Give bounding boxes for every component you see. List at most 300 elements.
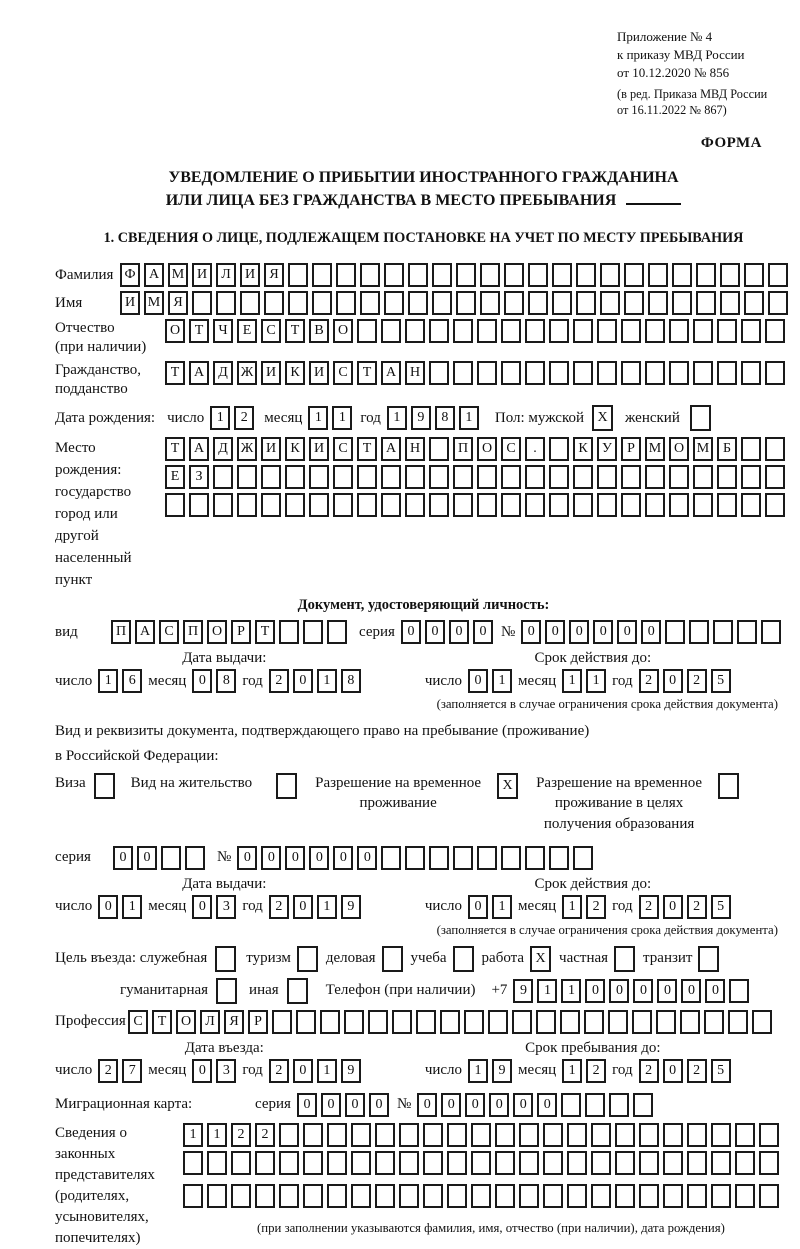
char-cell[interactable] bbox=[336, 291, 356, 315]
char-cell[interactable] bbox=[648, 291, 668, 315]
char-cell[interactable] bbox=[327, 620, 347, 644]
char-cell[interactable] bbox=[312, 291, 332, 315]
char-cell[interactable] bbox=[453, 465, 473, 489]
char-cell[interactable] bbox=[165, 493, 185, 517]
char-cell[interactable] bbox=[477, 465, 497, 489]
char-cell[interactable] bbox=[477, 493, 497, 517]
char-cell[interactable]: Ч bbox=[213, 319, 233, 343]
char-cell[interactable]: А bbox=[135, 620, 155, 644]
char-cell[interactable] bbox=[501, 319, 521, 343]
char-cell[interactable] bbox=[717, 493, 737, 517]
char-cell[interactable]: 1 bbox=[562, 669, 582, 693]
char-cell[interactable]: 0 bbox=[401, 620, 421, 644]
residence-permit-checkbox[interactable] bbox=[276, 773, 297, 799]
char-cell[interactable] bbox=[765, 465, 785, 489]
char-cell[interactable] bbox=[429, 361, 449, 385]
char-cell[interactable] bbox=[672, 291, 692, 315]
char-cell[interactable] bbox=[504, 291, 524, 315]
char-cell[interactable]: 1 bbox=[210, 406, 230, 430]
char-cell[interactable] bbox=[576, 263, 596, 287]
char-cell[interactable] bbox=[621, 493, 641, 517]
char-cell[interactable]: 0 bbox=[663, 895, 683, 919]
char-cell[interactable] bbox=[687, 1123, 707, 1147]
char-cell[interactable] bbox=[752, 1010, 772, 1034]
char-cell[interactable] bbox=[704, 1010, 724, 1034]
char-cell[interactable] bbox=[741, 493, 761, 517]
char-cell[interactable]: О bbox=[207, 620, 227, 644]
char-cell[interactable] bbox=[501, 493, 521, 517]
char-cell[interactable] bbox=[429, 846, 449, 870]
char-cell[interactable] bbox=[261, 493, 281, 517]
char-cell[interactable]: 1 bbox=[317, 669, 337, 693]
char-cell[interactable] bbox=[207, 1151, 227, 1175]
char-cell[interactable] bbox=[765, 361, 785, 385]
char-cell[interactable] bbox=[303, 1151, 323, 1175]
char-cell[interactable] bbox=[381, 465, 401, 489]
char-cell[interactable] bbox=[525, 465, 545, 489]
char-cell[interactable]: Я bbox=[264, 263, 284, 287]
char-cell[interactable] bbox=[399, 1151, 419, 1175]
char-cell[interactable] bbox=[759, 1151, 779, 1175]
char-cell[interactable] bbox=[237, 465, 257, 489]
char-cell[interactable] bbox=[663, 1151, 683, 1175]
char-cell[interactable] bbox=[615, 1123, 635, 1147]
char-cell[interactable]: 5 bbox=[711, 895, 731, 919]
char-cell[interactable] bbox=[552, 263, 572, 287]
char-cell[interactable]: С bbox=[128, 1010, 148, 1034]
char-cell[interactable] bbox=[357, 319, 377, 343]
char-cell[interactable] bbox=[735, 1123, 755, 1147]
char-cell[interactable] bbox=[447, 1123, 467, 1147]
char-cell[interactable]: 0 bbox=[641, 620, 661, 644]
char-cell[interactable]: 1 bbox=[332, 406, 352, 430]
char-cell[interactable] bbox=[309, 493, 329, 517]
purpose-commercial-checkbox[interactable] bbox=[382, 946, 403, 972]
char-cell[interactable] bbox=[360, 263, 380, 287]
char-cell[interactable]: 0 bbox=[417, 1093, 437, 1117]
char-cell[interactable] bbox=[608, 1010, 628, 1034]
char-cell[interactable] bbox=[303, 1123, 323, 1147]
char-cell[interactable] bbox=[632, 1010, 652, 1034]
char-cell[interactable] bbox=[471, 1151, 491, 1175]
gender-female-checkbox[interactable] bbox=[690, 405, 711, 431]
char-cell[interactable]: Т bbox=[255, 620, 275, 644]
char-cell[interactable] bbox=[405, 319, 425, 343]
char-cell[interactable] bbox=[333, 465, 353, 489]
char-cell[interactable] bbox=[303, 1184, 323, 1208]
char-cell[interactable] bbox=[392, 1010, 412, 1034]
char-cell[interactable] bbox=[689, 620, 709, 644]
char-cell[interactable]: 0 bbox=[137, 846, 157, 870]
char-cell[interactable] bbox=[351, 1151, 371, 1175]
char-cell[interactable]: 0 bbox=[98, 895, 118, 919]
char-cell[interactable] bbox=[216, 291, 236, 315]
char-cell[interactable]: И bbox=[261, 361, 281, 385]
char-cell[interactable]: 1 bbox=[317, 1059, 337, 1083]
char-cell[interactable]: 0 bbox=[449, 620, 469, 644]
char-cell[interactable]: 0 bbox=[663, 1059, 683, 1083]
char-cell[interactable]: С bbox=[159, 620, 179, 644]
char-cell[interactable] bbox=[453, 493, 473, 517]
char-cell[interactable]: Т bbox=[357, 361, 377, 385]
char-cell[interactable] bbox=[440, 1010, 460, 1034]
char-cell[interactable]: 7 bbox=[122, 1059, 142, 1083]
char-cell[interactable]: 1 bbox=[207, 1123, 227, 1147]
purpose-other-checkbox[interactable] bbox=[287, 978, 308, 1004]
char-cell[interactable] bbox=[429, 319, 449, 343]
char-cell[interactable] bbox=[663, 1184, 683, 1208]
char-cell[interactable] bbox=[525, 319, 545, 343]
char-cell[interactable] bbox=[567, 1151, 587, 1175]
char-cell[interactable] bbox=[665, 620, 685, 644]
char-cell[interactable]: 0 bbox=[297, 1093, 317, 1117]
char-cell[interactable]: Е bbox=[237, 319, 257, 343]
temp-residence-permit-checkbox[interactable]: X bbox=[497, 773, 518, 799]
char-cell[interactable]: 0 bbox=[681, 979, 701, 1003]
char-cell[interactable] bbox=[333, 493, 353, 517]
char-cell[interactable]: 0 bbox=[309, 846, 329, 870]
char-cell[interactable]: 3 bbox=[216, 895, 236, 919]
char-cell[interactable]: 8 bbox=[435, 406, 455, 430]
purpose-business-checkbox[interactable] bbox=[215, 946, 236, 972]
char-cell[interactable] bbox=[728, 1010, 748, 1034]
char-cell[interactable]: У bbox=[597, 437, 617, 461]
char-cell[interactable] bbox=[744, 263, 764, 287]
char-cell[interactable] bbox=[669, 361, 689, 385]
char-cell[interactable]: Т bbox=[189, 319, 209, 343]
char-cell[interactable]: И bbox=[120, 291, 140, 315]
char-cell[interactable] bbox=[669, 493, 689, 517]
char-cell[interactable] bbox=[477, 846, 497, 870]
char-cell[interactable]: З bbox=[189, 465, 209, 489]
char-cell[interactable] bbox=[405, 846, 425, 870]
char-cell[interactable] bbox=[429, 437, 449, 461]
char-cell[interactable]: С bbox=[501, 437, 521, 461]
char-cell[interactable]: А bbox=[189, 437, 209, 461]
char-cell[interactable] bbox=[279, 620, 299, 644]
char-cell[interactable] bbox=[615, 1151, 635, 1175]
char-cell[interactable] bbox=[519, 1151, 539, 1175]
char-cell[interactable] bbox=[591, 1184, 611, 1208]
char-cell[interactable] bbox=[432, 263, 452, 287]
char-cell[interactable]: И bbox=[261, 437, 281, 461]
char-cell[interactable] bbox=[741, 437, 761, 461]
char-cell[interactable] bbox=[600, 263, 620, 287]
char-cell[interactable] bbox=[272, 1010, 292, 1034]
char-cell[interactable] bbox=[765, 319, 785, 343]
char-cell[interactable]: 0 bbox=[293, 895, 313, 919]
char-cell[interactable] bbox=[720, 263, 740, 287]
char-cell[interactable] bbox=[759, 1184, 779, 1208]
char-cell[interactable] bbox=[693, 465, 713, 489]
char-cell[interactable] bbox=[693, 361, 713, 385]
char-cell[interactable]: Р bbox=[621, 437, 641, 461]
char-cell[interactable] bbox=[357, 493, 377, 517]
char-cell[interactable] bbox=[360, 291, 380, 315]
char-cell[interactable] bbox=[669, 319, 689, 343]
char-cell[interactable]: 6 bbox=[122, 669, 142, 693]
char-cell[interactable] bbox=[296, 1010, 316, 1034]
char-cell[interactable] bbox=[621, 361, 641, 385]
char-cell[interactable] bbox=[447, 1151, 467, 1175]
char-cell[interactable]: 0 bbox=[113, 846, 133, 870]
char-cell[interactable] bbox=[351, 1184, 371, 1208]
char-cell[interactable] bbox=[765, 493, 785, 517]
char-cell[interactable] bbox=[261, 465, 281, 489]
char-cell[interactable] bbox=[477, 319, 497, 343]
char-cell[interactable]: 8 bbox=[341, 669, 361, 693]
char-cell[interactable] bbox=[561, 1093, 581, 1117]
char-cell[interactable] bbox=[663, 1123, 683, 1147]
char-cell[interactable] bbox=[456, 291, 476, 315]
char-cell[interactable]: С bbox=[333, 437, 353, 461]
char-cell[interactable]: 1 bbox=[586, 669, 606, 693]
char-cell[interactable] bbox=[464, 1010, 484, 1034]
char-cell[interactable]: О bbox=[333, 319, 353, 343]
char-cell[interactable] bbox=[615, 1184, 635, 1208]
char-cell[interactable]: И bbox=[192, 263, 212, 287]
char-cell[interactable] bbox=[288, 263, 308, 287]
char-cell[interactable] bbox=[495, 1184, 515, 1208]
char-cell[interactable]: 2 bbox=[586, 895, 606, 919]
char-cell[interactable]: 5 bbox=[711, 669, 731, 693]
char-cell[interactable] bbox=[405, 493, 425, 517]
char-cell[interactable] bbox=[495, 1151, 515, 1175]
char-cell[interactable] bbox=[549, 361, 569, 385]
char-cell[interactable]: 2 bbox=[234, 406, 254, 430]
char-cell[interactable] bbox=[368, 1010, 388, 1034]
char-cell[interactable]: 3 bbox=[216, 1059, 236, 1083]
char-cell[interactable] bbox=[584, 1010, 604, 1034]
char-cell[interactable]: 0 bbox=[468, 895, 488, 919]
char-cell[interactable] bbox=[765, 437, 785, 461]
char-cell[interactable]: Д bbox=[213, 361, 233, 385]
char-cell[interactable] bbox=[600, 291, 620, 315]
char-cell[interactable] bbox=[288, 291, 308, 315]
char-cell[interactable]: 0 bbox=[192, 1059, 212, 1083]
char-cell[interactable]: 1 bbox=[98, 669, 118, 693]
char-cell[interactable]: 0 bbox=[465, 1093, 485, 1117]
char-cell[interactable]: 9 bbox=[513, 979, 533, 1003]
char-cell[interactable]: Р bbox=[231, 620, 251, 644]
char-cell[interactable] bbox=[768, 291, 788, 315]
char-cell[interactable]: К bbox=[285, 361, 305, 385]
char-cell[interactable]: Ф bbox=[120, 263, 140, 287]
char-cell[interactable]: 0 bbox=[293, 1059, 313, 1083]
purpose-humanitarian-checkbox[interactable] bbox=[216, 978, 237, 1004]
char-cell[interactable] bbox=[303, 620, 323, 644]
char-cell[interactable] bbox=[264, 291, 284, 315]
char-cell[interactable] bbox=[488, 1010, 508, 1034]
char-cell[interactable] bbox=[573, 846, 593, 870]
char-cell[interactable] bbox=[720, 291, 740, 315]
char-cell[interactable] bbox=[621, 465, 641, 489]
char-cell[interactable] bbox=[597, 493, 617, 517]
char-cell[interactable] bbox=[381, 846, 401, 870]
char-cell[interactable] bbox=[309, 465, 329, 489]
char-cell[interactable]: 0 bbox=[357, 846, 377, 870]
char-cell[interactable] bbox=[525, 493, 545, 517]
char-cell[interactable] bbox=[549, 319, 569, 343]
char-cell[interactable]: 2 bbox=[687, 1059, 707, 1083]
char-cell[interactable]: 2 bbox=[269, 1059, 289, 1083]
char-cell[interactable]: 2 bbox=[586, 1059, 606, 1083]
purpose-work-checkbox[interactable]: X bbox=[530, 946, 551, 972]
char-cell[interactable]: 0 bbox=[345, 1093, 365, 1117]
char-cell[interactable]: 0 bbox=[663, 669, 683, 693]
char-cell[interactable] bbox=[213, 493, 233, 517]
purpose-private-checkbox[interactable] bbox=[614, 946, 635, 972]
char-cell[interactable]: 0 bbox=[468, 669, 488, 693]
char-cell[interactable] bbox=[279, 1151, 299, 1175]
char-cell[interactable]: 9 bbox=[341, 895, 361, 919]
char-cell[interactable]: 1 bbox=[468, 1059, 488, 1083]
char-cell[interactable] bbox=[183, 1184, 203, 1208]
char-cell[interactable]: 9 bbox=[492, 1059, 512, 1083]
edu-residence-permit-checkbox[interactable] bbox=[718, 773, 739, 799]
char-cell[interactable]: Т bbox=[285, 319, 305, 343]
char-cell[interactable] bbox=[597, 465, 617, 489]
char-cell[interactable] bbox=[189, 493, 209, 517]
char-cell[interactable]: 0 bbox=[617, 620, 637, 644]
char-cell[interactable]: 0 bbox=[285, 846, 305, 870]
char-cell[interactable] bbox=[192, 291, 212, 315]
char-cell[interactable]: А bbox=[381, 361, 401, 385]
char-cell[interactable] bbox=[549, 437, 569, 461]
char-cell[interactable] bbox=[573, 361, 593, 385]
char-cell[interactable] bbox=[453, 846, 473, 870]
char-cell[interactable]: С bbox=[261, 319, 281, 343]
char-cell[interactable]: 0 bbox=[569, 620, 589, 644]
char-cell[interactable] bbox=[255, 1184, 275, 1208]
char-cell[interactable] bbox=[543, 1184, 563, 1208]
char-cell[interactable] bbox=[597, 361, 617, 385]
char-cell[interactable] bbox=[495, 1123, 515, 1147]
char-cell[interactable] bbox=[447, 1184, 467, 1208]
char-cell[interactable] bbox=[624, 263, 644, 287]
char-cell[interactable] bbox=[375, 1151, 395, 1175]
char-cell[interactable] bbox=[285, 465, 305, 489]
char-cell[interactable]: В bbox=[309, 319, 329, 343]
char-cell[interactable]: А bbox=[381, 437, 401, 461]
char-cell[interactable] bbox=[576, 291, 596, 315]
char-cell[interactable]: 0 bbox=[705, 979, 725, 1003]
char-cell[interactable] bbox=[549, 465, 569, 489]
char-cell[interactable] bbox=[696, 263, 716, 287]
char-cell[interactable] bbox=[279, 1123, 299, 1147]
char-cell[interactable]: 0 bbox=[513, 1093, 533, 1117]
char-cell[interactable] bbox=[549, 846, 569, 870]
char-cell[interactable]: О bbox=[176, 1010, 196, 1034]
char-cell[interactable] bbox=[381, 319, 401, 343]
char-cell[interactable] bbox=[609, 1093, 629, 1117]
char-cell[interactable] bbox=[711, 1123, 731, 1147]
char-cell[interactable] bbox=[161, 846, 181, 870]
char-cell[interactable] bbox=[501, 361, 521, 385]
char-cell[interactable] bbox=[687, 1184, 707, 1208]
char-cell[interactable] bbox=[525, 846, 545, 870]
char-cell[interactable] bbox=[423, 1123, 443, 1147]
char-cell[interactable] bbox=[549, 493, 569, 517]
char-cell[interactable] bbox=[528, 291, 548, 315]
char-cell[interactable]: 0 bbox=[537, 1093, 557, 1117]
char-cell[interactable] bbox=[744, 291, 764, 315]
char-cell[interactable]: М bbox=[693, 437, 713, 461]
char-cell[interactable] bbox=[501, 465, 521, 489]
char-cell[interactable] bbox=[573, 319, 593, 343]
visa-checkbox[interactable] bbox=[94, 773, 115, 799]
char-cell[interactable]: П bbox=[111, 620, 131, 644]
char-cell[interactable]: 1 bbox=[317, 895, 337, 919]
char-cell[interactable]: 1 bbox=[183, 1123, 203, 1147]
char-cell[interactable]: Я bbox=[224, 1010, 244, 1034]
char-cell[interactable]: И bbox=[240, 263, 260, 287]
char-cell[interactable]: М bbox=[645, 437, 665, 461]
char-cell[interactable]: 0 bbox=[633, 979, 653, 1003]
char-cell[interactable]: 9 bbox=[341, 1059, 361, 1083]
char-cell[interactable] bbox=[717, 319, 737, 343]
char-cell[interactable] bbox=[453, 319, 473, 343]
char-cell[interactable]: Т bbox=[165, 437, 185, 461]
char-cell[interactable] bbox=[639, 1123, 659, 1147]
char-cell[interactable] bbox=[687, 1151, 707, 1175]
char-cell[interactable] bbox=[717, 465, 737, 489]
char-cell[interactable] bbox=[672, 263, 692, 287]
char-cell[interactable] bbox=[351, 1123, 371, 1147]
char-cell[interactable]: М bbox=[168, 263, 188, 287]
char-cell[interactable] bbox=[591, 1123, 611, 1147]
char-cell[interactable]: 2 bbox=[255, 1123, 275, 1147]
char-cell[interactable]: 2 bbox=[98, 1059, 118, 1083]
char-cell[interactable]: О bbox=[669, 437, 689, 461]
char-cell[interactable] bbox=[693, 493, 713, 517]
char-cell[interactable] bbox=[327, 1184, 347, 1208]
char-cell[interactable] bbox=[536, 1010, 556, 1034]
char-cell[interactable] bbox=[693, 319, 713, 343]
char-cell[interactable] bbox=[408, 263, 428, 287]
char-cell[interactable] bbox=[375, 1184, 395, 1208]
char-cell[interactable] bbox=[735, 1151, 755, 1175]
char-cell[interactable] bbox=[480, 291, 500, 315]
char-cell[interactable] bbox=[656, 1010, 676, 1034]
char-cell[interactable] bbox=[207, 1184, 227, 1208]
char-cell[interactable] bbox=[711, 1184, 731, 1208]
char-cell[interactable] bbox=[519, 1123, 539, 1147]
char-cell[interactable]: А bbox=[189, 361, 209, 385]
char-cell[interactable] bbox=[501, 846, 521, 870]
char-cell[interactable]: 0 bbox=[321, 1093, 341, 1117]
char-cell[interactable]: 1 bbox=[492, 895, 512, 919]
purpose-transit-checkbox[interactable] bbox=[698, 946, 719, 972]
char-cell[interactable]: О bbox=[477, 437, 497, 461]
char-cell[interactable] bbox=[645, 465, 665, 489]
char-cell[interactable] bbox=[729, 979, 749, 1003]
char-cell[interactable] bbox=[761, 620, 781, 644]
char-cell[interactable] bbox=[741, 319, 761, 343]
char-cell[interactable]: . bbox=[525, 437, 545, 461]
char-cell[interactable] bbox=[183, 1151, 203, 1175]
char-cell[interactable]: Я bbox=[168, 291, 188, 315]
char-cell[interactable]: К bbox=[573, 437, 593, 461]
char-cell[interactable] bbox=[344, 1010, 364, 1034]
char-cell[interactable]: Т bbox=[152, 1010, 172, 1034]
char-cell[interactable] bbox=[375, 1123, 395, 1147]
char-cell[interactable]: Е bbox=[165, 465, 185, 489]
char-cell[interactable] bbox=[416, 1010, 436, 1034]
char-cell[interactable] bbox=[213, 465, 233, 489]
char-cell[interactable] bbox=[471, 1184, 491, 1208]
char-cell[interactable] bbox=[711, 1151, 731, 1175]
